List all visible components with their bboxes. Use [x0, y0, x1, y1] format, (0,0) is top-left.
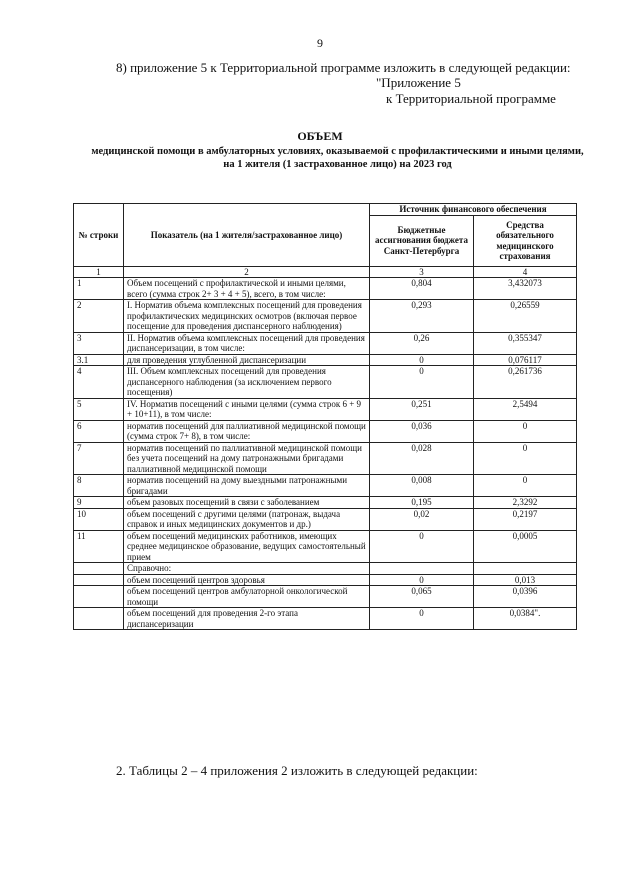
column-number: 1	[74, 266, 124, 278]
header-funding-source: Источник финансового обеспечения	[370, 204, 577, 216]
footer-text: 2. Таблицы 2 – 4 приложения 2 изложить в следующей редакции:	[116, 763, 478, 778]
row-label: IV. Норматив посещений с иными целями (сумма строк 6 + 9 + 10+11), в том числе:	[124, 398, 370, 420]
row-number: 2	[74, 300, 124, 333]
column-number-row	[74, 266, 577, 278]
appendix-line-2: к Территориальной программе	[386, 91, 556, 106]
row-number: 8	[74, 475, 124, 497]
document-title: ОБЪЕМ	[297, 129, 343, 143]
budget-value: 0,26	[370, 332, 474, 354]
oms-value: 2,3292	[474, 497, 577, 509]
budget-value: 0,251	[370, 398, 474, 420]
row-label: III. Объем комплексных посещений для проведения диспансерного наблюдения (за исключением первого посещения)	[124, 366, 370, 399]
oms-value: 0,355347	[474, 332, 577, 354]
row-label: Объем посещений с профилактической и иными целями, всего (сумма строк 2+ 3 + 4 + 5), всего, в том числе:	[124, 278, 370, 300]
oms-value: 0,076117	[474, 354, 577, 366]
oms-value: 0	[474, 475, 577, 497]
row-number: 6	[74, 420, 124, 442]
budget-value: 0	[370, 354, 474, 366]
row-number: 1	[74, 278, 124, 300]
row-label: объем разовых посещений в связи с заболеванием	[124, 497, 370, 509]
oms-value: 0	[474, 420, 577, 442]
oms-value: 2,5494	[474, 398, 577, 420]
table-row	[74, 398, 577, 420]
row-label: объем посещений медицинских работников, имеющих среднее медицинское образование, ведущих самостоятельный прием	[124, 530, 370, 563]
row-label: I. Норматив объема комплексных посещений для проведения профилактических медицинских осмотров (включая первое посещение для проведения диспансерного наблюдения)	[124, 300, 370, 333]
table-row	[74, 420, 577, 442]
budget-value: 0	[370, 574, 474, 586]
oms-value: 0,2197	[474, 508, 577, 530]
column-number: 3	[370, 266, 474, 278]
row-number: 5	[74, 398, 124, 420]
table-row	[74, 354, 577, 366]
budget-value: 0	[370, 608, 474, 630]
intro-text: 8) приложение 5 к Территориальной программе изложить в следующей редакции:	[116, 60, 571, 75]
document-subtitle: медицинской помощи в амбулаторных условиях, оказываемой с профилактическими и иными целями, на 1 жителя (1 застрахованное лицо) на 2023 год	[91, 146, 584, 170]
table-row	[74, 300, 577, 333]
volume-table	[73, 203, 577, 630]
header-indicator: Показатель (на 1 жителя/застрахованное лицо)	[124, 204, 370, 267]
page-number: 9	[317, 36, 323, 50]
oms-value: 0,0384".	[474, 608, 577, 630]
row-label: норматив посещений по паллиативной медицинской помощи без учета посещений на дому патронажными бригадами паллиативной медицинской помощи	[124, 442, 370, 475]
table-row	[74, 530, 577, 563]
budget-value: 0,028	[370, 442, 474, 475]
row-number: 11	[74, 530, 124, 563]
row-label: объем посещений центров амбулаторной онкологической помощи	[124, 586, 370, 608]
table-body	[74, 278, 577, 630]
row-label: II. Норматив объема комплексных посещений для проведения диспансеризации, в том числе:	[124, 332, 370, 354]
row-number: 4	[74, 366, 124, 399]
header-insurance: Средства обязательного медицинского страхования	[474, 215, 577, 266]
table-row	[74, 366, 577, 399]
row-number: 7	[74, 442, 124, 475]
budget-value: 0	[370, 530, 474, 563]
row-label: объем посещений для проведения 2-го этапа диспансеризации	[124, 608, 370, 630]
row-label: норматив посещений для паллиативной медицинской помощи (сумма строк 7+ 8), в том числе:	[124, 420, 370, 442]
oms-value: 0,26559	[474, 300, 577, 333]
appendix-line-1: "Приложение 5	[376, 75, 461, 90]
reference-row	[74, 574, 577, 586]
table-row	[74, 332, 577, 354]
reference-header-row	[74, 563, 577, 575]
reference-label: Справочно:	[124, 563, 370, 575]
budget-value: 0,195	[370, 497, 474, 509]
oms-value: 0,013	[474, 574, 577, 586]
column-number: 2	[124, 266, 370, 278]
table-row	[74, 442, 577, 475]
budget-value: 0,804	[370, 278, 474, 300]
table-row	[74, 508, 577, 530]
row-label: объем посещений с другими целями (патронаж, выдача справок и иных медицинских документов и др.)	[124, 508, 370, 530]
row-number: 3.1	[74, 354, 124, 366]
budget-value: 0	[370, 366, 474, 399]
oms-value: 0,0396	[474, 586, 577, 608]
table-row	[74, 475, 577, 497]
budget-value: 0,008	[370, 475, 474, 497]
row-number: 10	[74, 508, 124, 530]
row-number: 9	[74, 497, 124, 509]
oms-value: 0	[474, 442, 577, 475]
reference-row	[74, 586, 577, 608]
row-label: норматив посещений на дому выездными патронажными бригадами	[124, 475, 370, 497]
row-label: для проведения углубленной диспансеризации	[124, 354, 370, 366]
budget-value: 0,036	[370, 420, 474, 442]
budget-value: 0,293	[370, 300, 474, 333]
oms-value: 3,432073	[474, 278, 577, 300]
budget-value: 0,02	[370, 508, 474, 530]
budget-value: 0,065	[370, 586, 474, 608]
oms-value: 0,0005	[474, 530, 577, 563]
row-label: объем посещений центров здоровья	[124, 574, 370, 586]
oms-value: 0,261736	[474, 366, 577, 399]
header-budget: Бюджетные ассигнования бюджета Санкт-Петербурга	[370, 215, 474, 266]
header-row-number: № строки	[74, 204, 124, 267]
reference-row	[74, 608, 577, 630]
table-row	[74, 497, 577, 509]
table-row	[74, 278, 577, 300]
column-number: 4	[474, 266, 577, 278]
row-number: 3	[74, 332, 124, 354]
